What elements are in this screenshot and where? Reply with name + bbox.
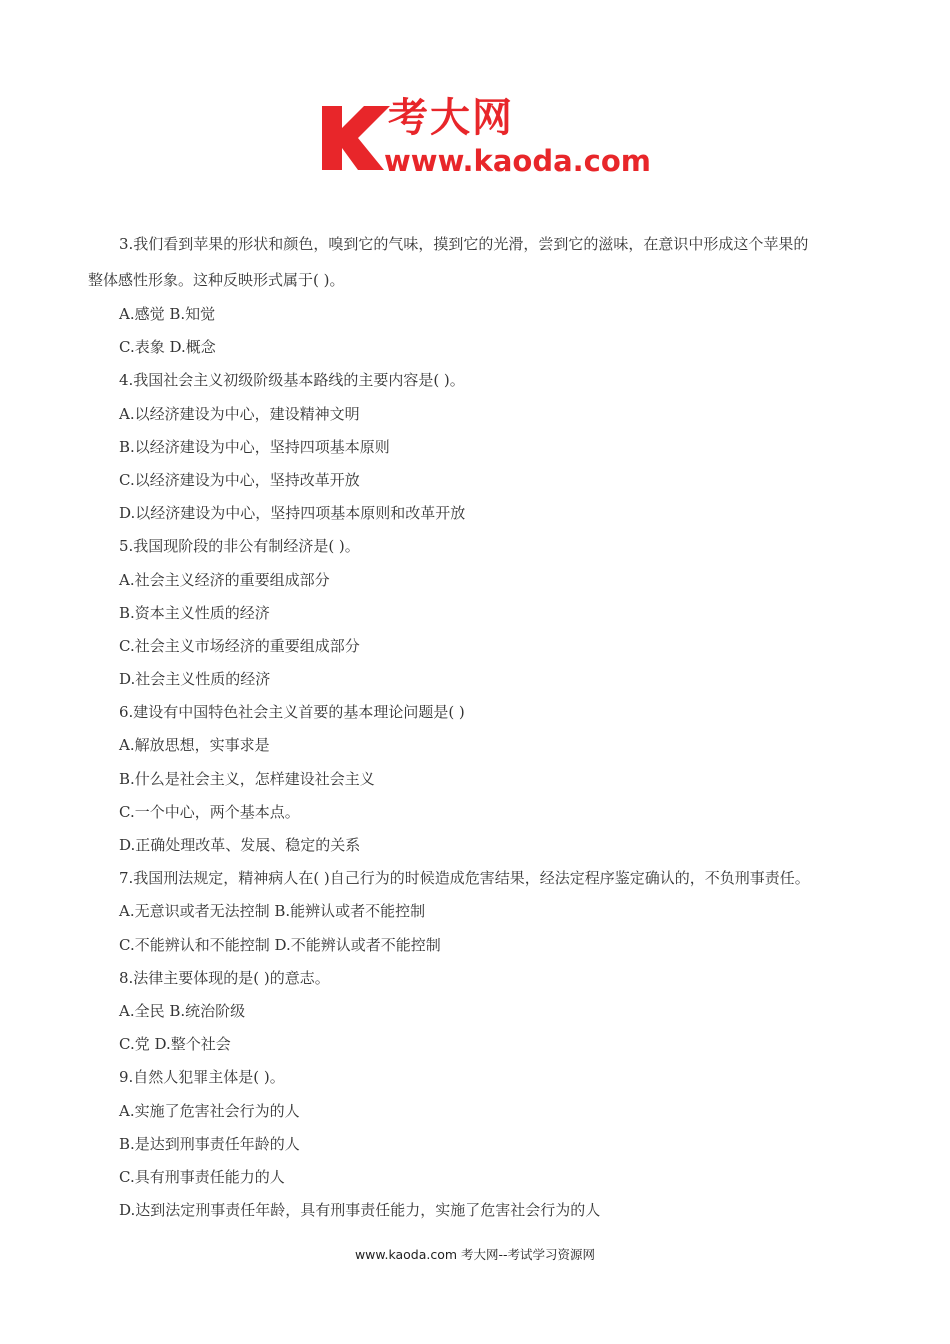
- text-line: 8.法律主要体现的是( )的意志。: [119, 968, 330, 987]
- logo-name: 考大网: [388, 95, 514, 141]
- text-line: C.党 D.整个社会: [119, 1035, 231, 1054]
- text-line: 4.我国社会主义初级阶级基本路线的主要内容是( )。: [119, 371, 465, 390]
- text-line: D.正确处理改革、发展、稳定的关系: [119, 836, 361, 854]
- text-line: C.以经济建设为中心，坚持改革开放: [119, 470, 360, 489]
- text-line: D.社会主义性质的经济: [119, 670, 271, 689]
- text-line: 6.建设有中国特色社会主义首要的基本理论问题是( ): [119, 703, 465, 722]
- text-line: A.以经济建设为中心，建设精神文明: [119, 404, 360, 423]
- question-content: [88, 226, 878, 1227]
- text-line: C.表象 D.概念: [119, 338, 216, 357]
- text-line: B.资本主义性质的经济: [119, 603, 270, 622]
- text-line: 整体感性形象。这种反映形式属于( )。: [88, 271, 345, 289]
- text-line: B.什么是社会主义，怎样建设社会主义: [119, 769, 375, 788]
- text-line: A.实施了危害社会行为的人: [119, 1101, 300, 1120]
- text-line: D.达到法定刑事责任年龄，具有刑事责任能力，实施了危害社会行为的人: [119, 1201, 601, 1220]
- text-line: A.无意识或者无法控制 B.能辨认或者不能控制: [119, 902, 426, 921]
- text-line: A.全民 B.统治阶级: [119, 1001, 246, 1020]
- logo-url: www.kaoda.com: [384, 144, 651, 178]
- text-line: 5.我国现阶段的非公有制经济是( )。: [119, 537, 360, 556]
- text-line: A.社会主义经济的重要组成部分: [119, 570, 330, 589]
- text-line: 7.我国刑法规定，精神病人在( )自己行为的时候造成危害结果，经法定程序鉴定确认的，不负刑事责任。: [119, 869, 810, 888]
- text-line: C.不能辨认和不能控制 D.不能辨认或者不能控制: [119, 935, 441, 954]
- text-line: A.感觉 B.知觉: [119, 305, 216, 323]
- text-line: C.具有刑事责任能力的人: [119, 1167, 285, 1186]
- text-line: 9.自然人犯罪主体是( )。: [119, 1068, 285, 1087]
- text-line: C.一个中心，两个基本点。: [119, 802, 300, 821]
- text-line: 3.我们看到苹果的形状和颜色，嗅到它的气味，摸到它的光滑，尝到它的滋味，在意识中形成这个苹果的: [119, 235, 809, 253]
- text-line: A.解放思想，实事求是: [119, 736, 270, 755]
- text-line: B.是达到刑事责任年龄的人: [119, 1134, 300, 1153]
- text-line: C.社会主义市场经济的重要组成部分: [119, 636, 360, 655]
- kaoda-logo: [318, 95, 651, 180]
- text-line: D.以经济建设为中心，坚持四项基本原则和改革开放: [119, 504, 466, 523]
- page-footer: www.kaoda.com 考大网--考试学习资源网: [354, 1247, 596, 1262]
- text-line: B.以经济建设为中心，坚持四项基本原则: [119, 437, 390, 456]
